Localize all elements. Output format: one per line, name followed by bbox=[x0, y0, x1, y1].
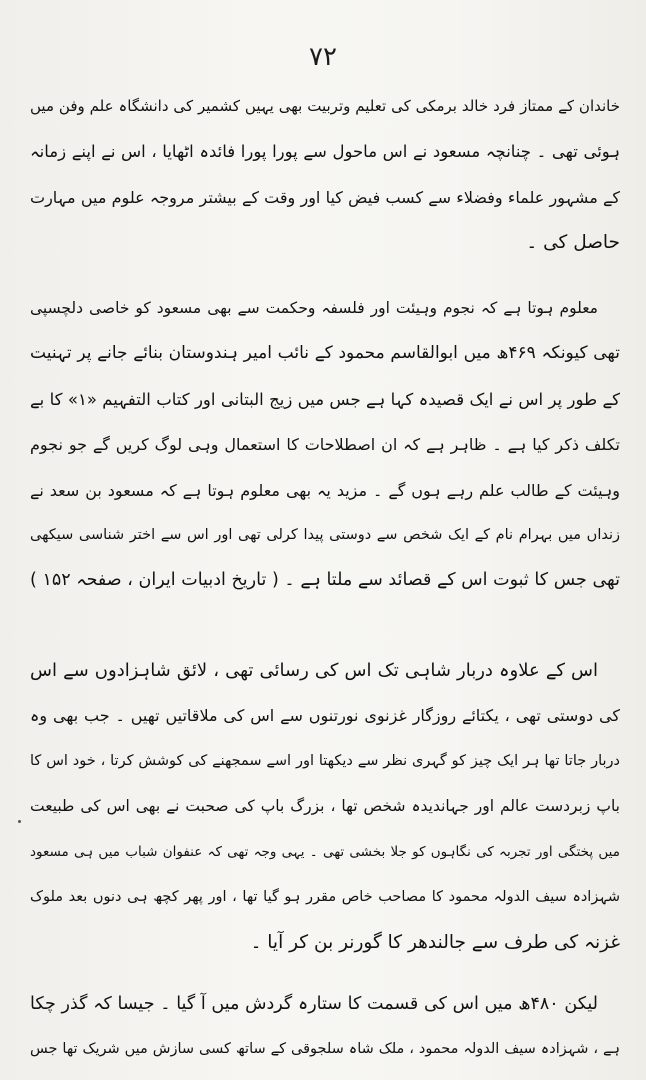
text-line: وہیئت کے طالب علم رہے ہوں گے ۔ مزید یہ بھی معلوم ہوتا ہے کہ مسعود بن سعد نے bbox=[30, 480, 620, 500]
text-line: حاصل کی ۔ bbox=[526, 232, 620, 254]
paragraph-2 bbox=[30, 286, 620, 604]
text-line: معلوم ہوتا ہے کہ نجوم وہیئت اور فلسفہ وحکمت سے بھی مسعود کو خاصی دلچسپی bbox=[30, 299, 598, 317]
text-line: غزنہ کی طرف سے جالندھر کا گورنر بن کر آیا ۔ bbox=[250, 932, 620, 954]
text-line: کے طور پر اس نے ایک قصیدہ کہا ہے جس میں زیج البتانی اور کتاب التفہیم «۱» کا بے bbox=[30, 389, 620, 409]
text-line: زنداں میں بہرام نام کے ایک شخص سے دوستی پیدا کرلی تھی اور اس سے اختر شناسی سیکھی bbox=[30, 526, 620, 543]
text-line: خاندان کے ممتاز فرد خالد برمکی کی تعلیم وتربیت بھی یہیں کشمیر کی دانشگاہ علم وفن میں bbox=[30, 97, 620, 115]
text-line: ہوئی تھی ۔ چنانچہ مسعود نے اس ماحول سے پورا پورا فائدہ اٹھایا ، اس نے اپنے زمانہ bbox=[30, 142, 620, 162]
text-line: شہزادہ سیف الدولہ محمود کا مصاحب خاص مقرر ہو گیا تھا ، اور پھر کچھ ہی دنوں بعد ملوک bbox=[30, 888, 620, 905]
margin-mark bbox=[18, 820, 21, 823]
page-number: ۷۲ bbox=[309, 42, 337, 72]
paragraph-3 bbox=[30, 648, 620, 966]
text-line: کے مشہور علماء وفضلاء سے کسب فیض کیا اور وقت کے بیشتر مروجہ علوم میں مہارت bbox=[30, 187, 620, 207]
text-line: کی دوستی تھی ، یکتائے روزگار غزنوی نورتنوں سے اس کی ملاقاتیں تھیں ۔ جب بھی وہ bbox=[30, 706, 620, 726]
paragraph-4 bbox=[30, 982, 620, 1073]
text-line: تھی کیونکہ ۴۶۹ھ میں ابوالقاسم محمود کے نائب امیر ہندوستان بنائے جانے پر تہنیت bbox=[30, 343, 620, 364]
text-line: باپ زبردست عالم اور جہاندیدہ شخص تھا ، بزرگ باپ کی صحبت نے بھی اس کی طبیعت bbox=[30, 797, 620, 816]
paragraph-1 bbox=[30, 84, 620, 266]
text-line: ہے ، شہزادہ سیف الدولہ محمود ، ملک شاہ سلجوقی کے ساتھ کسی سازش میں شریک تھا جس bbox=[30, 1041, 620, 1058]
text-line: اس کے علاوہ دربار شاہی تک اس کی رسائی تھی ، لائق شاہزادوں سے اس bbox=[30, 660, 598, 681]
text-line: تکلف ذکر کیا ہے ۔ ظاہر ہے کہ ان اصطلاحات کا استعمال وہی لوگ کریں گے جو نجوم bbox=[30, 435, 620, 455]
text-line: میں پختگی اور تجربہ کی نگاہوں کو جلا بخشی تھی ۔ یہی وجہ تھی کہ عنفوان شباب میں ہی مسعود bbox=[30, 843, 620, 860]
text-line: دربار جاتا تھا ہر ایک چیز کو گہری نظر سے دیکھتا اور اسے سمجھنے کی کوشش کرتا ، خود اس کا bbox=[30, 752, 620, 769]
text-line: تھی جس کا ثبوت اس کے قصائد سے ملتا ہے ۔ ( تاریخ ادبیات ایران ، صفحہ ۱۵۲ ) bbox=[30, 570, 620, 591]
text-line: لیکن ۴۸۰ھ میں اس کی قسمت کا ستارہ گردش میں آ گیا ۔ جیسا کہ گذر چکا bbox=[30, 994, 598, 1014]
